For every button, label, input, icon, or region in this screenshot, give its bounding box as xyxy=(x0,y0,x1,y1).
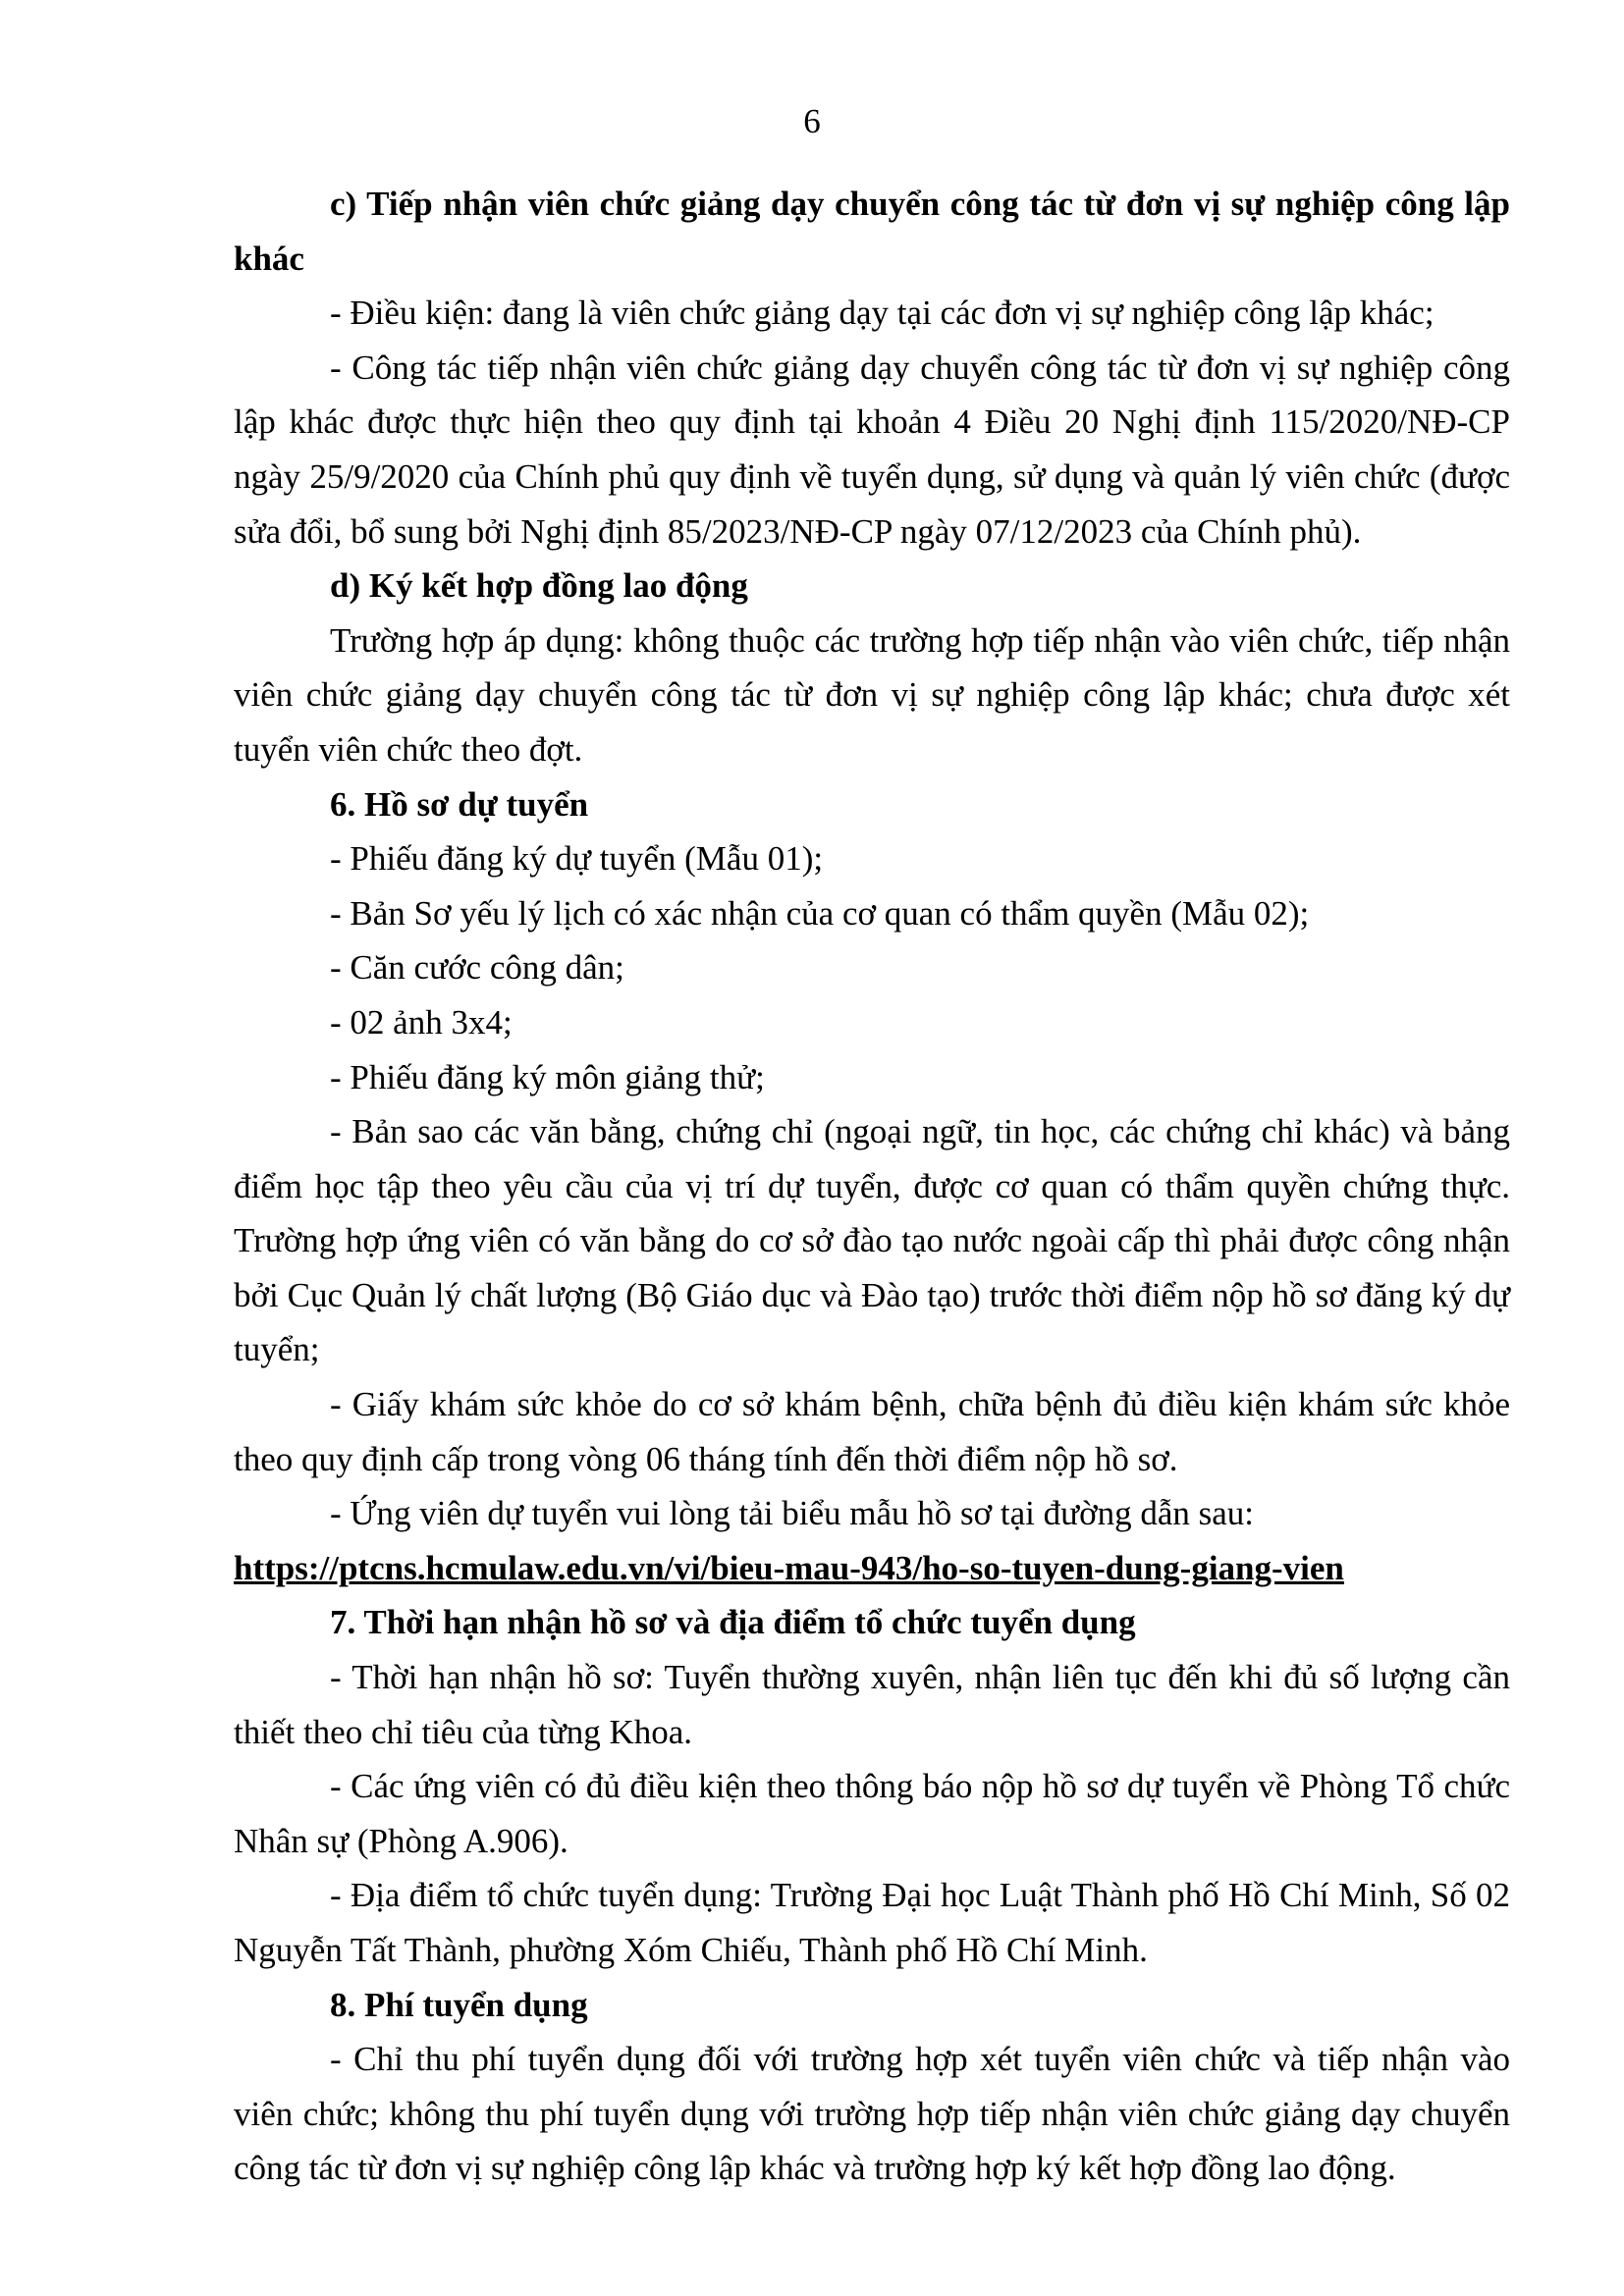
document-body xyxy=(234,177,1510,2196)
paragraph-deadline: - Thời hạn nhận hồ sơ: Tuyển thường xuyên, nhận liên tục đến khi đủ số lượng cần thiết theo chỉ tiêu của từng Khoa. xyxy=(234,1658,1510,1751)
list-item-trial-teaching-form: - Phiếu đăng ký môn giảng thử; xyxy=(330,1057,765,1096)
list-item-id-card: - Căn cước công dân; xyxy=(330,948,624,988)
paragraph-fee: - Chỉ thu phí tuyển dụng đối với trường hợp xét tuyển viên chức và tiếp nhận vào viên chức; không thu phí tuyển dụng với trường hợp tiếp nhận viên chức giảng dạy chuyển công tác từ đơn vị sự nghiệp công lập khác và trường hợp ký kết hợp đồng lao động. xyxy=(234,2040,1510,2188)
paragraph-condition: - Điều kiện: đang là viên chức giảng dạy tại các đơn vị sự nghiệp công lập khác; xyxy=(330,294,1435,333)
forms-download-link[interactable]: https://ptcns.hcmulaw.edu.vn/vi/bieu-mau-943/ho-so-tuyen-dung-giang-vien xyxy=(234,1548,1344,1587)
paragraph-applicable-case: Trường hợp áp dụng: không thuộc các trường hợp tiếp nhận vào viên chức, tiếp nhận viên chức giảng dạy chuyển công tác từ đơn vị sự nghiệp công lập khác; chưa được xét tuyển viên chức theo đợt. xyxy=(234,620,1510,769)
page-number: 6 xyxy=(803,102,821,140)
list-item-registration-form: - Phiếu đăng ký dự tuyển (Mẫu 01); xyxy=(330,839,824,879)
paragraph-location: - Địa điểm tổ chức tuyển dụng: Trường Đại học Luật Thành phố Hồ Chí Minh, Số 02 Nguyễn Tất Thành, phường Xóm Chiếu, Thành phố Hồ Chí Minh. xyxy=(234,1876,1510,1969)
heading-6-application-dossier: 6. Hồ sơ dự tuyển xyxy=(330,784,589,824)
paragraph-submission-office: - Các ứng viên có đủ điều kiện theo thông báo nộp hồ sơ dự tuyển về Phòng Tổ chức Nhân sự (Phòng A.906). xyxy=(234,1767,1510,1860)
paragraph-download-forms: - Ứng viên dự tuyển vui lòng tải biểu mẫu hồ sơ tại đường dẫn sau: xyxy=(330,1494,1255,1533)
heading-d-labor-contract: d) Ký kết hợp đồng lao động xyxy=(330,566,748,606)
list-item-certificates: - Bản sao các văn bằng, chứng chỉ (ngoại ngữ, tin học, các chứng chỉ khác) và bảng điểm học tập theo yêu cầu của vị trí dự tuyển, được cơ quan có thẩm quyền chứng thực. Trường hợp ứng viên có văn bằng do cơ sở đào tạo nước ngoài cấp thì phải được công nhận bởi Cục Quản lý chất lượng (Bộ Giáo dục và Đào tạo) trước thời điểm nộp hồ sơ đăng ký dự tuyển; xyxy=(234,1112,1510,1369)
list-item-cv: - Bản Sơ yếu lý lịch có xác nhận của cơ quan có thẩm quyền (Mẫu 02); xyxy=(330,893,1310,933)
paragraph-transfer-rule: - Công tác tiếp nhận viên chức giảng dạy chuyển công tác từ đơn vị sự nghiệp công lập khác được thực hiện theo quy định tại khoản 4 Điều 20 Nghị định 115/2020/NĐ-CP ngày 25/9/2020 của Chính phủ quy định về tuyển dụng, sử dụng và quản lý viên chức (được sửa đổi, bổ sung bởi Nghị định 85/2023/NĐ-CP ngày 07/12/2023 của Chính phủ). xyxy=(234,347,1510,551)
heading-8-recruitment-fee: 8. Phí tuyển dụng xyxy=(330,1985,588,2024)
list-item-photos: - 02 ảnh 3x4; xyxy=(330,1002,513,1041)
list-item-health-certificate: - Giấy khám sức khỏe do cơ sở khám bệnh, chữa bệnh đủ điều kiện khám sức khỏe theo quy định cấp trong vòng 06 tháng tính đến thời điểm nộp hồ sơ. xyxy=(234,1385,1510,1478)
heading-7-deadline-location: 7. Thời hạn nhận hồ sơ và địa điểm tổ chức tuyển dụng xyxy=(330,1603,1136,1642)
heading-c-transfer: c) Tiếp nhận viên chức giảng dạy chuyển công tác từ đơn vị sự nghiệp công lập khác xyxy=(234,185,1510,278)
